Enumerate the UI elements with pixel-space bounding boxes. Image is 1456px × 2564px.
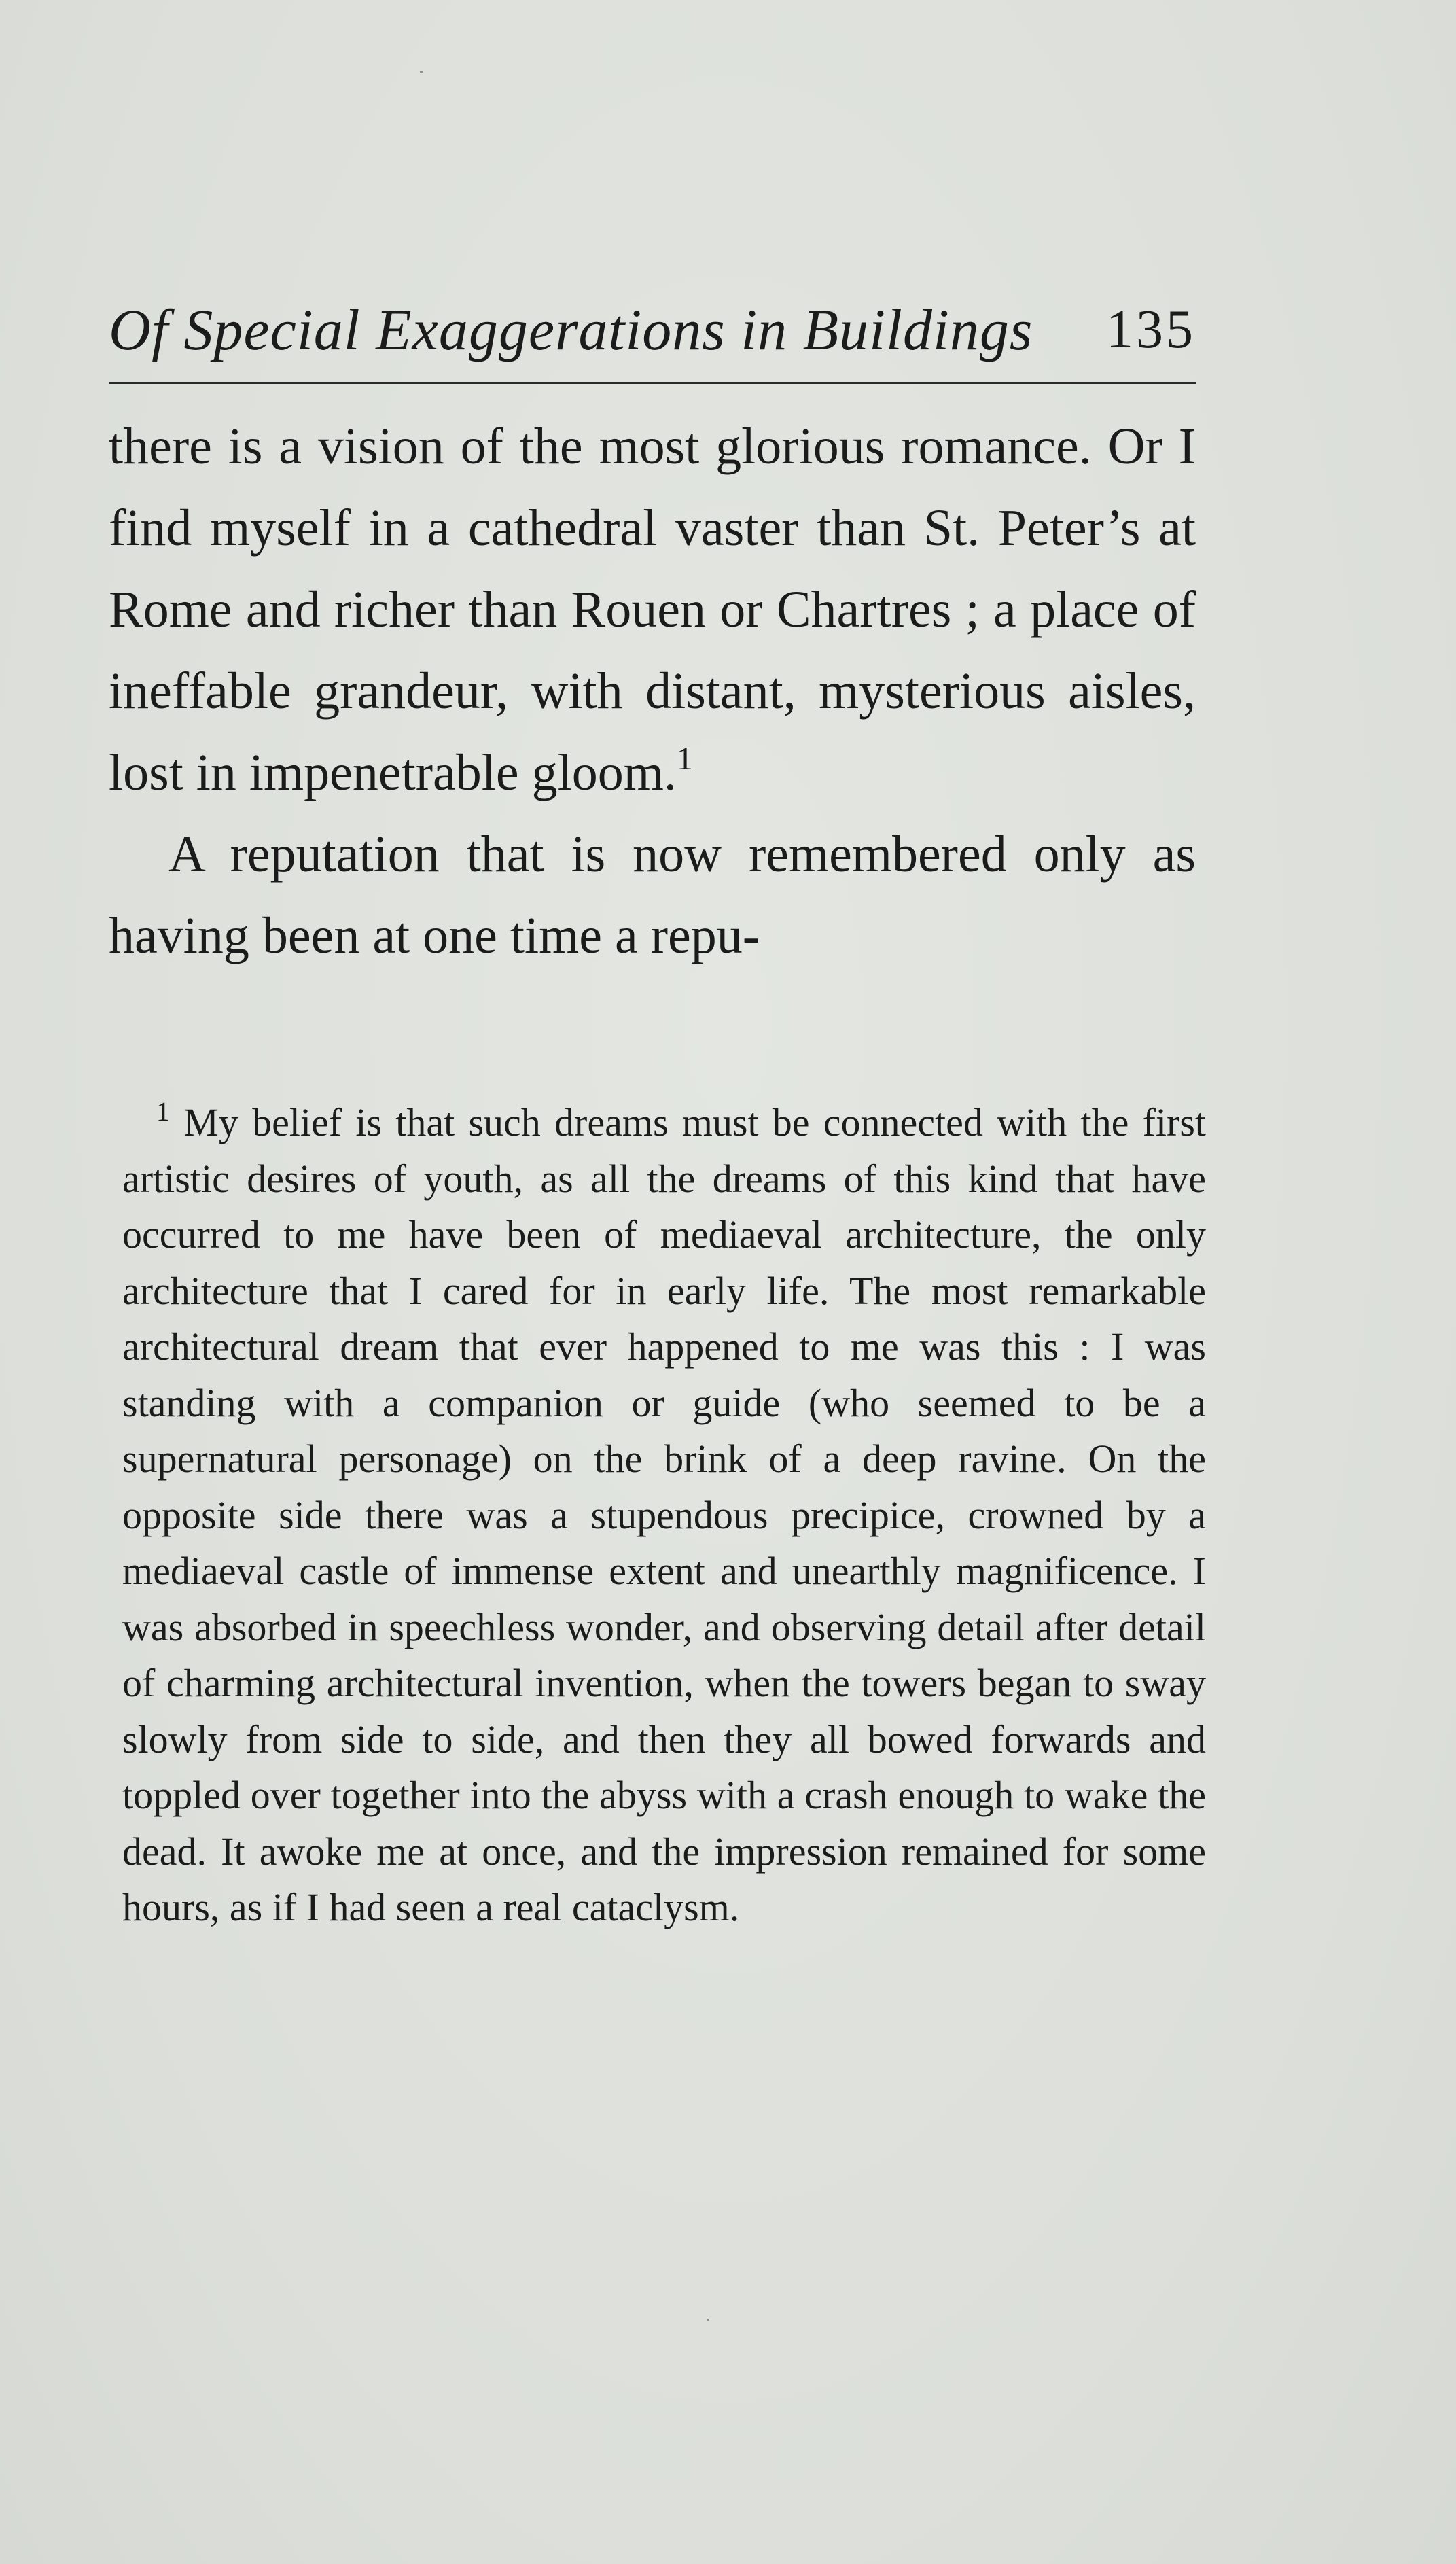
header-rule: [109, 382, 1196, 384]
footnote: [122, 1095, 1206, 1936]
running-title: Of Special Exaggerations in Buildings: [109, 297, 1033, 362]
footnote-text: My belief is that such dreams must be connected with the first artistic desires of youth, as all the dreams of this kind that have occurred to me have been of mediaeval architecture, the only architecture that I cared for in early life. The most remarkable architectural dream that ever happened to me was this : I was standing with a companion or guide (who seemed to be a supernatural personage) on the brink of a deep ravine. On the opposite side there was a stupendous precipice, crowned by a mediaeval castle of immense extent and unearthly magnificence. I was absorbed in speechless wonder, and observing detail after detail of charming architectural invention, when the towers began to sway slowly from side to side, and then they all bowed forwards and toppled over together into the abyss with a crash enough to wake the dead. It awoke me at once, and the impression remained for some hours, as if I had seen a real cataclysm.: [122, 1100, 1207, 1929]
footnote-marker: 1: [156, 1096, 170, 1127]
page-number: 135: [1106, 300, 1196, 359]
paper-speck: [707, 2319, 709, 2321]
paragraph-continuation: [109, 406, 1196, 813]
footnote-reference: 1: [676, 741, 693, 777]
paragraph: A reputation that is now remembered only as having been at one time a repu-: [109, 826, 1196, 964]
paragraph-1-text: there is a vision of the most glorious romance. Or I find myself in a cathedral vaster than St. Peter’s at Rome and richer than Rouen or Chartres ; a place of ineffable grandeur, with distant, mysterious aisles, lost in impenetrable gloom.: [109, 418, 1196, 801]
footnote-paragraph: [122, 1095, 1206, 1936]
main-text: [109, 406, 1196, 977]
page-header: [109, 292, 1196, 367]
paper-speck: [420, 71, 423, 73]
